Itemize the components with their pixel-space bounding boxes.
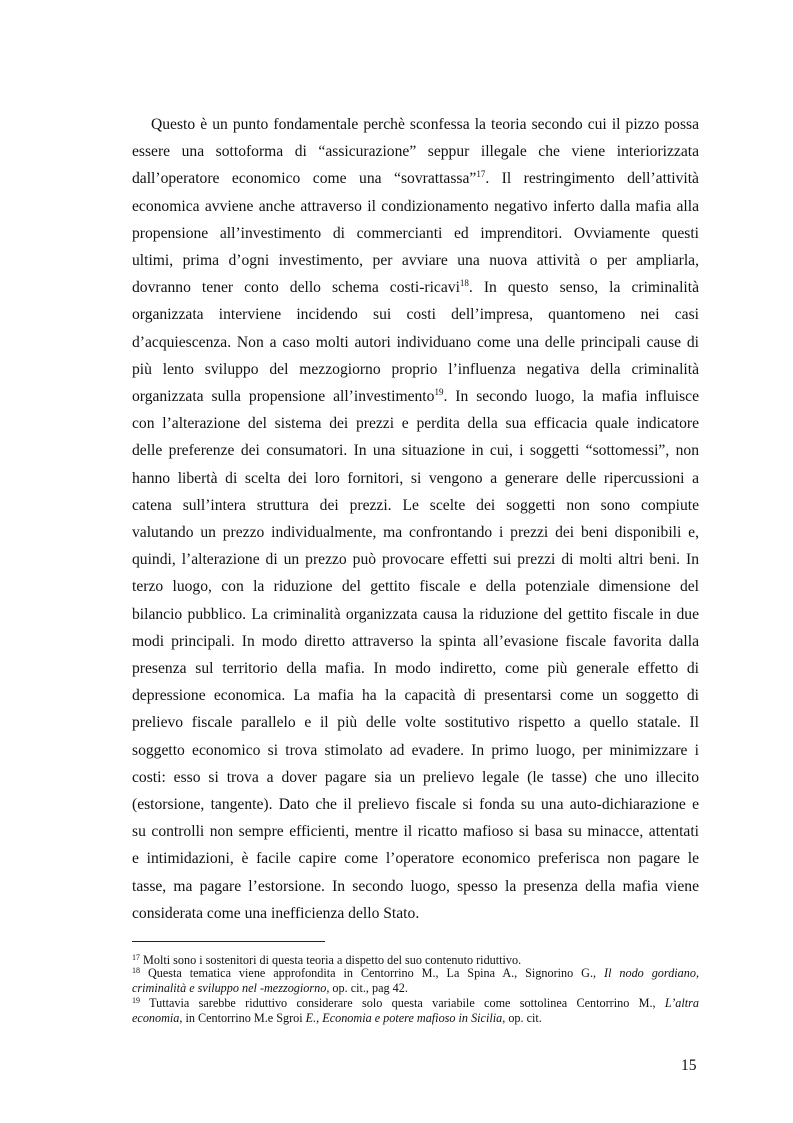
body-line [132, 197, 699, 217]
body-line-text: bilancio pubblico. La criminalità organizzata causa la riduzione del gettito fiscale in due [132, 605, 699, 623]
body-line-text: organizzata interviene incidendo sui costi dell’impresa, quantomeno nei casi [132, 306, 699, 324]
body-line [132, 169, 699, 189]
footnote-reference[interactable]: 18 [459, 278, 469, 289]
body-line-text: . In secondo luogo, la mafia influisce [443, 388, 699, 405]
body-line [132, 904, 699, 924]
body-line-text: modi principali. In modo diretto attraverso la spinta all’evasione fiscale favorita dalla [132, 632, 699, 650]
footnote-italic: criminalità e sviluppo nel -mezzogiorno [132, 981, 327, 995]
body-line [151, 115, 699, 135]
body-line [132, 877, 699, 897]
body-line-text: presenza sul territorio della mafia. In modo indiretto, come più generale effetto di [132, 660, 699, 677]
body-line-text: e intimidazioni, è facile capire come l’operatore economico preferisca non pagare le [132, 850, 699, 868]
body-line [132, 577, 699, 597]
body-line [132, 333, 699, 353]
body-line-text: . Il restringimento dell’attività [485, 170, 699, 188]
body-line-text: d’acquiescenza. Non a caso molti autori individuano come una delle principali cause di [132, 333, 699, 351]
body-line [132, 142, 699, 162]
body-line [132, 822, 699, 842]
body-line-text: più lento sviluppo del mezzogiorno proprio l’influenza negativa della criminalità [132, 360, 699, 378]
body-line-text: terzo luogo, con la riduzione del gettito fiscale e della potenziale dimensione del [132, 578, 699, 596]
body-line-text: ultimi, prima d’ogni investimento, per avviare una nuova attività o per ampliarla, [132, 252, 699, 269]
body-line-text: tasse, ma pagare l’estorsione. In secondo luogo, spesso la presenza della mafia viene [132, 877, 699, 895]
body-line [132, 441, 699, 461]
footnote-18-cont [132, 981, 699, 996]
body-line-text: dall’operatore economico come una “sovrattassa” [132, 170, 477, 188]
body-line-text: hanno libertà di scelta dei loro fornitori, si vengono a generare delle ripercussioni a [132, 469, 699, 487]
footnote-italic: E., Economia e potere mafioso in Sicilia [305, 1011, 503, 1025]
body-line-text: dovranno tener conto dello schema costi-ricavi [132, 279, 460, 297]
footnote-reference[interactable]: 19 [434, 387, 444, 397]
body-line [132, 659, 699, 679]
footnote-number: 17 [132, 953, 140, 962]
body-line-text: considerata come una inefficienza dello Stato. [132, 904, 420, 922]
body-line-text: soggetto economico si trova stimolato ad evadere. In primo luogo, per minimizzare i [132, 741, 699, 759]
body-line [132, 251, 699, 271]
body-line [132, 469, 699, 489]
body-line [132, 523, 699, 543]
body-line-text: . In questo senso, la criminalità [468, 279, 699, 297]
footnote-number: 19 [132, 996, 140, 1005]
body-line-text: catena sull’intera struttura dei prezzi. Le scelte dei soggetti non sono compiute [132, 496, 699, 514]
body-line [132, 795, 699, 815]
footnote-italic: L’altra [664, 996, 699, 1010]
footnote-text: , op. cit., pag 42. [326, 981, 408, 995]
page-number: 15 [681, 1057, 697, 1074]
body-line [132, 686, 699, 706]
body-line [132, 224, 699, 244]
footnote-19 [132, 996, 699, 1011]
footnote-reference[interactable]: 17 [476, 169, 486, 180]
body-line [132, 414, 699, 434]
body-line [132, 278, 699, 298]
body-line-text: su controlli non sempre efficienti, mentre il ricatto mafioso si basa su minacce, attentati [132, 823, 699, 841]
body-line [132, 768, 699, 788]
body-line [132, 387, 699, 407]
footnote-text: Tuttavia sarebbe riduttivo considerare solo questa variabile come sottolinea Centorrino M., [140, 996, 665, 1010]
footnote-italic: Il nodo gordiano, [604, 966, 699, 980]
body-line [132, 741, 699, 761]
body-line [132, 360, 699, 380]
body-line [132, 305, 699, 325]
body-line-text: essere una sottoforma di “assicurazione” seppur illegale che viene interiorizzata [132, 143, 699, 161]
footnote-text: , op. cit. [502, 1011, 542, 1025]
body-line-text: economica avviene anche attraverso il condizionamento negativo inferto dalla mafia alla [132, 197, 699, 215]
body-line-text: (estorsione, tangente). Dato che il prelievo fiscale si fonda su una auto-dichiarazione e [132, 796, 699, 813]
body-line [132, 632, 699, 652]
body-line-text: quindi, l’alterazione di un prezzo può provocare effetti sui prezzi di molti altri beni. In [132, 551, 699, 569]
footnote-separator [132, 941, 325, 942]
body-line-text: con l’alterazione del sistema dei prezzi e perdita della sua efficacia quale indicatore [132, 415, 699, 433]
body-line-text: prelievo fiscale parallelo e il più delle volte sostitutivo rispetto a quello statale. Il [132, 714, 699, 732]
footnote-text: , in Centorrino M.e Sgroi [179, 1011, 306, 1025]
body-line-text: depressione economica. La mafia ha la capacità di presentarsi come un soggetto di [132, 687, 699, 705]
body-line-text: valutando un prezzo individualmente, ma confrontando i prezzi dei beni disponibili e, [132, 524, 699, 541]
body-line-text: Questo è un punto fondamentale perchè sconfessa la teoria secondo cui il pizzo possa [151, 116, 699, 133]
footnote-19-cont [132, 1011, 699, 1026]
body-line-text: organizzata sulla propensione all’investimento [132, 388, 435, 405]
footnote-18 [132, 966, 699, 981]
body-line [132, 713, 699, 733]
footnote-text: Questa tematica viene approfondita in Centorrino M., La Spina A., Signorino G., [140, 966, 605, 980]
body-line-text: propensione all’investimento di commercianti ed imprenditori. Ovviamente questi [132, 224, 699, 242]
footnote-italic: economia [132, 1011, 180, 1025]
body-line [132, 550, 699, 570]
body-line [132, 605, 699, 625]
footnote-number: 18 [132, 966, 140, 975]
body-line-text: costi: esso si trova a dover pagare sia un prelievo legale (le tasse) che uno illecito [132, 768, 699, 786]
body-line-text: delle preferenze dei consumatori. In una situazione in cui, i soggetti “sottomessi”, non [132, 442, 699, 460]
body-line [132, 849, 699, 869]
body-line [132, 496, 699, 516]
footnote-text: Molti sono i sostenitori di questa teoria a dispetto del suo contenuto riduttivo. [140, 953, 522, 967]
